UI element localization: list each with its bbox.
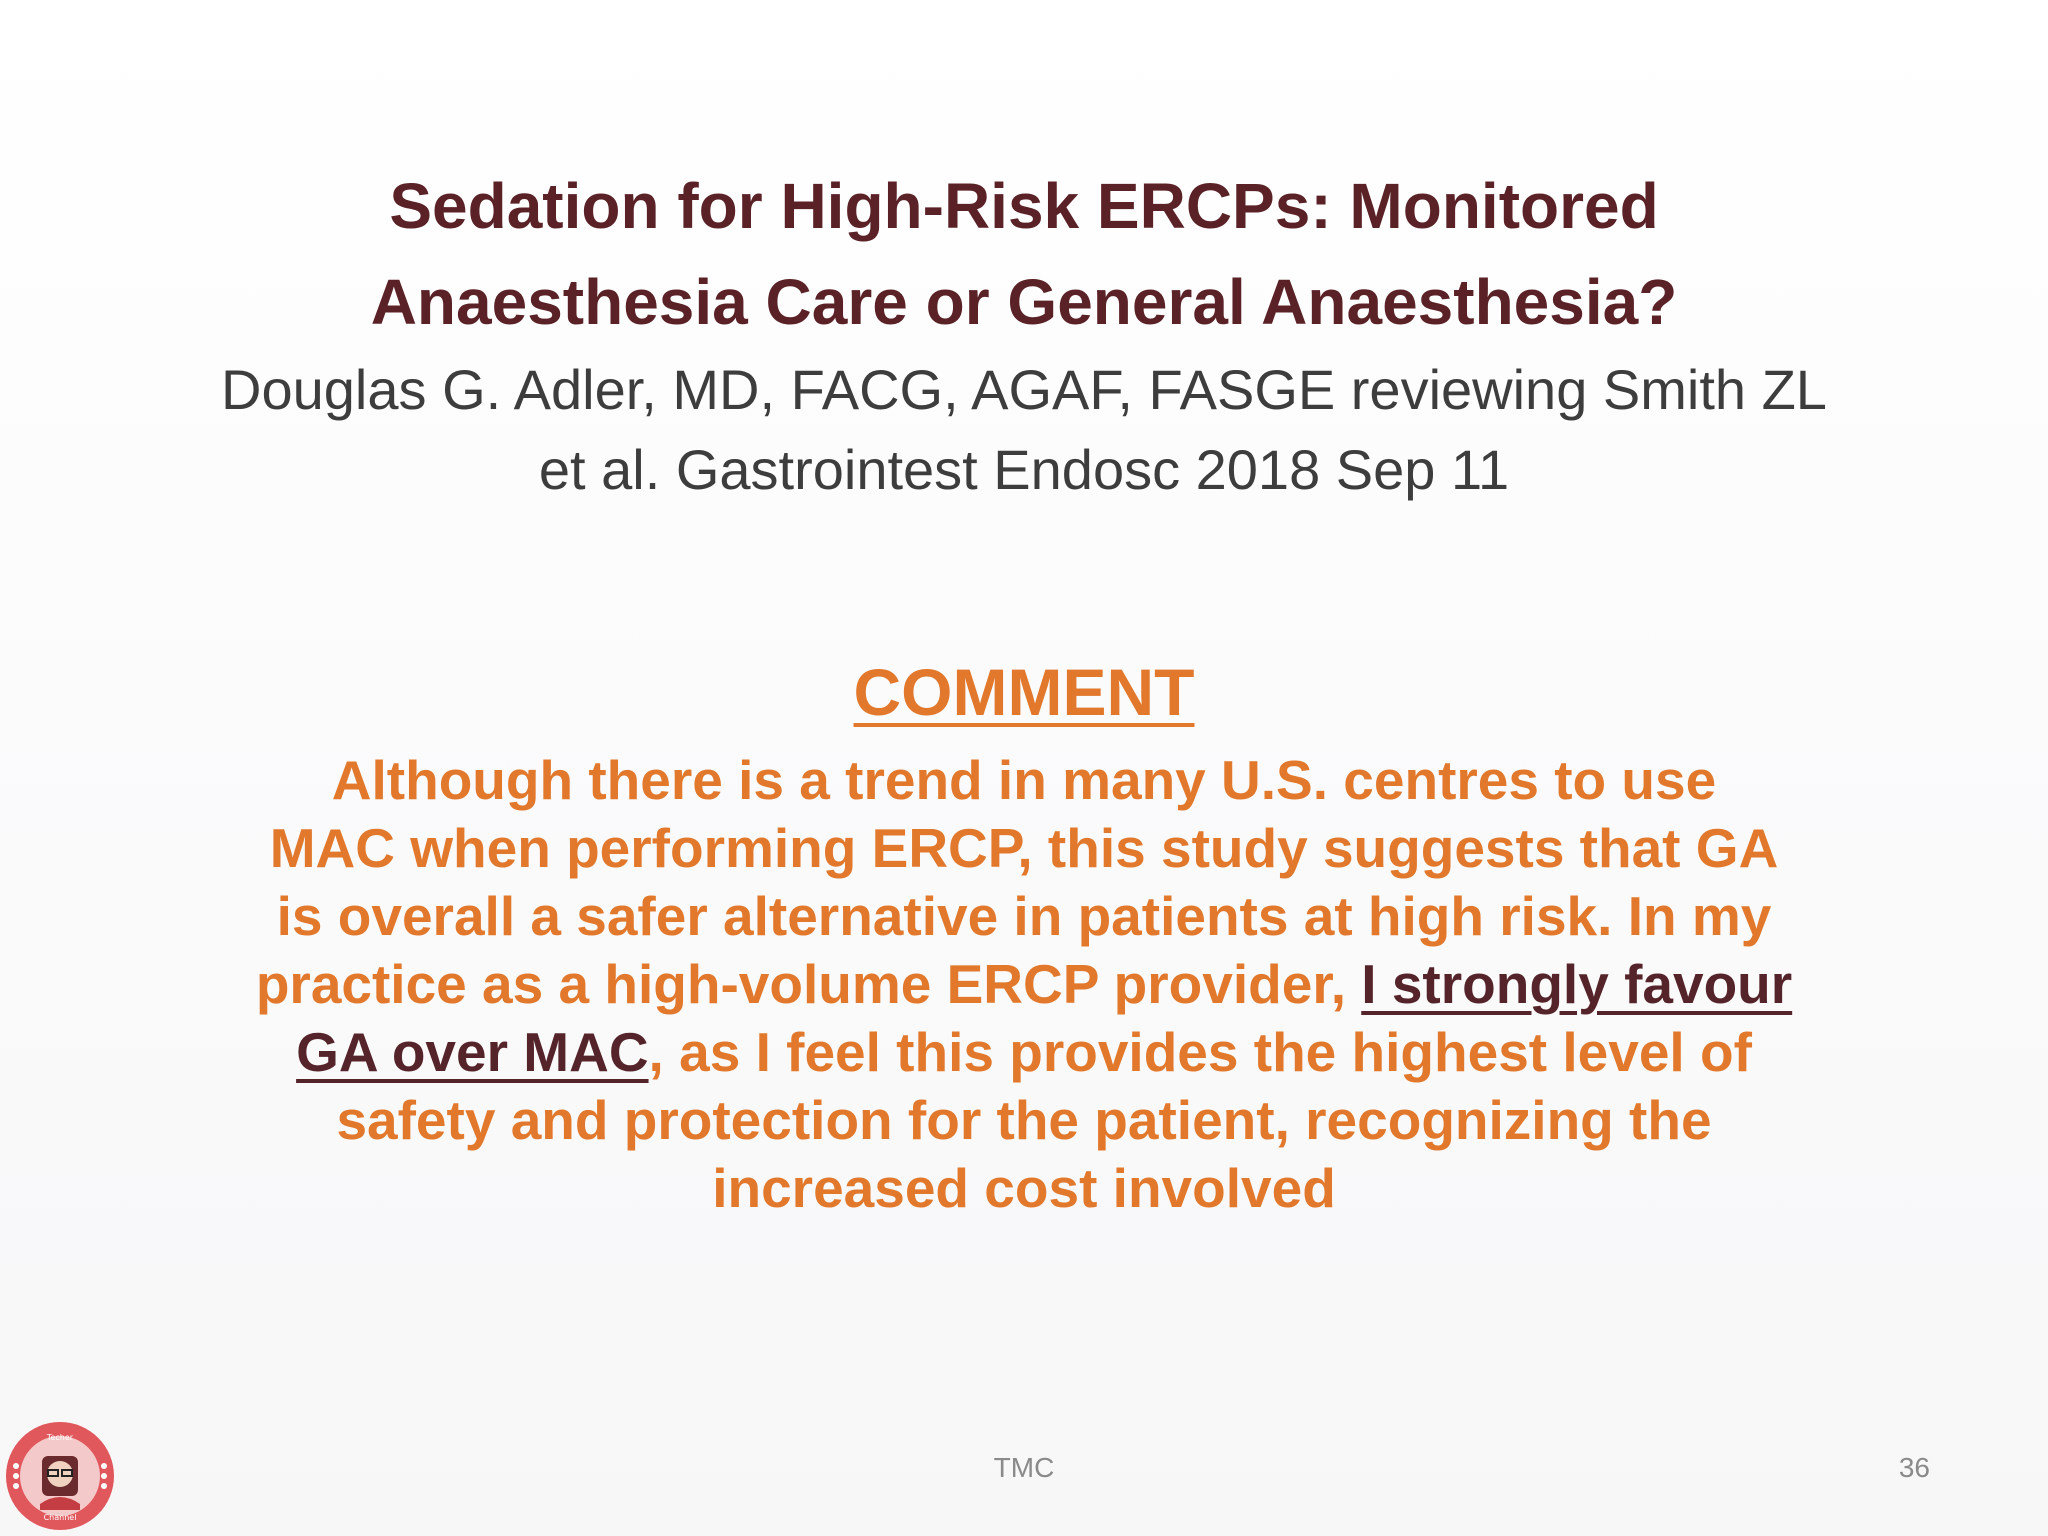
comment-line-1: Although there is a trend in many U.S. centres to use	[331, 749, 1717, 811]
comment-emphasis-1: I strongly favour	[1361, 953, 1793, 1015]
subtitle-line-1: Douglas G. Adler, MD, FACG, AGAF, FASGE reviewing Smith ZL	[221, 358, 1827, 421]
comment-line-5-text: , as I feel this provides the highest level of	[648, 1021, 1752, 1083]
slide-title-line-1: Sedation for High-Risk ERCPs: Monitored	[389, 170, 1659, 242]
comment-heading-text: COMMENT	[853, 655, 1195, 729]
comment-line-4	[170, 950, 1878, 1018]
comment-emphasis-2: GA over MAC	[296, 1021, 649, 1083]
page-number: 36	[1898, 1452, 1930, 1483]
slide-subtitle	[150, 350, 1898, 510]
logo-graphic	[4, 1420, 116, 1532]
comment-body	[170, 746, 1878, 1222]
footer-label: TMC	[993, 1452, 1055, 1483]
comment-line-5	[170, 1018, 1878, 1086]
comment-line-2: MAC when performing ERCP, this study suggests that GA	[269, 817, 1779, 879]
presenter-avatar-logo-icon	[4, 1420, 116, 1532]
logo-top-text: Techer	[46, 1433, 74, 1442]
slide-title-line-2: Anaesthesia Care or General Anaesthesia?	[370, 266, 1678, 338]
slide-title	[200, 158, 1848, 350]
comment-line-3: is overall a safer alternative in patients at high risk. In my	[276, 885, 1772, 947]
comment-line-6: safety and protection for the patient, recognizing the	[336, 1089, 1712, 1151]
comment-line-7: increased cost involved	[712, 1157, 1336, 1219]
logo-bottom-text: Channel	[43, 1513, 77, 1522]
subtitle-line-2: et al. Gastrointest Endosc 2018 Sep 11	[538, 438, 1510, 501]
comment-heading	[0, 652, 2048, 732]
comment-line-4-text: practice as a high-volume ERCP provider,	[255, 953, 1362, 1015]
